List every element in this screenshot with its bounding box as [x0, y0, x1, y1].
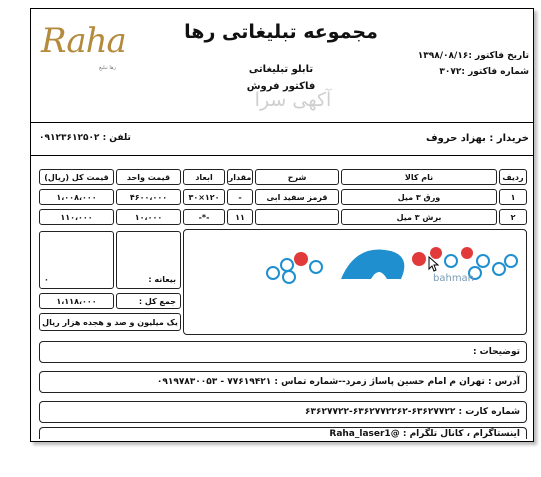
header-quantity: مقدار — [227, 169, 253, 185]
header-total-price: قیمت کل (ریال) — [39, 169, 114, 185]
invoice-number: شماره فاکتور :۳۰۷۲ — [439, 67, 529, 77]
divider — [31, 155, 533, 156]
total-label: جمع کل : — [116, 293, 181, 309]
company-subtitle: تابلو تبلیغاتی — [248, 64, 314, 75]
invoice-page — [30, 8, 534, 442]
header-unit-price: قیمت واحد — [116, 169, 181, 185]
social-box: اینستاگرام ، کانال تلگرام : @Raha_laser1 — [39, 427, 527, 439]
stamp-dots-left — [267, 252, 322, 283]
card-number-box: شماره کارت : ۶۳۶۲۷۷۲۲-۶۳۶۲۷۷۲۲۶۲-۶۳۶۲۷۷۲۲ — [39, 401, 527, 423]
cell-dimensions: -*- — [183, 209, 225, 225]
deposit-value: ۰ — [39, 231, 114, 289]
header-row-number: ردیف — [499, 169, 527, 185]
watermark-text: آکهی سرا — [254, 89, 332, 111]
total-in-words: یک میلیون و صد و هجده هزار ریال — [39, 313, 181, 331]
raha-logo — [37, 21, 147, 87]
invoice-type: فاکتور فروش — [246, 81, 316, 92]
header-description: شرح — [255, 169, 339, 185]
company-stamp — [261, 243, 519, 285]
address-box: آدرس : تهران م امام حسین پاساژ زمرد--شماره تماس : ۷۷۶۱۹۴۲۱ - ۰۹۱۹۷۸۳۰۰۵۳ — [39, 371, 527, 393]
total-value: ۱،۱۱۸،۰۰۰ — [39, 293, 114, 309]
buyer-phone: تلفن : ۰۹۱۲۳۶۱۲۵۰۲ — [39, 133, 131, 143]
notes-box: توضیحات : — [39, 341, 527, 363]
cell-dimensions: ۱۲۰×۳۰ — [183, 189, 225, 205]
logo-subtext: رها تبلیغ — [99, 65, 116, 71]
cell-unit-price: ۴۶۰۰،۰۰۰ — [116, 189, 181, 205]
invoice-date: تاریخ فاکتور :۱۳۹۸/۰۸/۱۶ — [417, 51, 529, 61]
cell-row-number: ۲ — [499, 209, 527, 225]
divider — [31, 122, 533, 123]
deposit-label: بیعانه : — [116, 231, 181, 289]
logo-text: Raha — [41, 21, 126, 61]
cell-total-price: ۱،۰۰۸،۰۰۰ — [39, 189, 114, 205]
cell-total-price: ۱۱۰،۰۰۰ — [39, 209, 114, 225]
buyer-name: خریدار : بهزاد حروف — [426, 133, 529, 144]
cell-unit-price: ۱۰،۰۰۰ — [116, 209, 181, 225]
cell-quantity: ۱۱ — [227, 209, 253, 225]
cell-row-number: ۱ — [499, 189, 527, 205]
cell-product: ورق ۳ میل — [341, 189, 497, 205]
company-title: مجموعه تبلیغاتی رها — [184, 21, 378, 43]
cell-description: قرمز سفید ابی — [255, 189, 339, 205]
header-product: نام کالا — [341, 169, 497, 185]
stamp-shape — [341, 250, 404, 279]
cell-product: برش ۳ میل — [341, 209, 497, 225]
header-dimensions: ابعاد — [183, 169, 225, 185]
stamp-label: bahman — [433, 273, 475, 284]
cell-quantity: - — [227, 189, 253, 205]
cell-description — [255, 209, 339, 225]
mouse-cursor-icon — [428, 256, 440, 272]
